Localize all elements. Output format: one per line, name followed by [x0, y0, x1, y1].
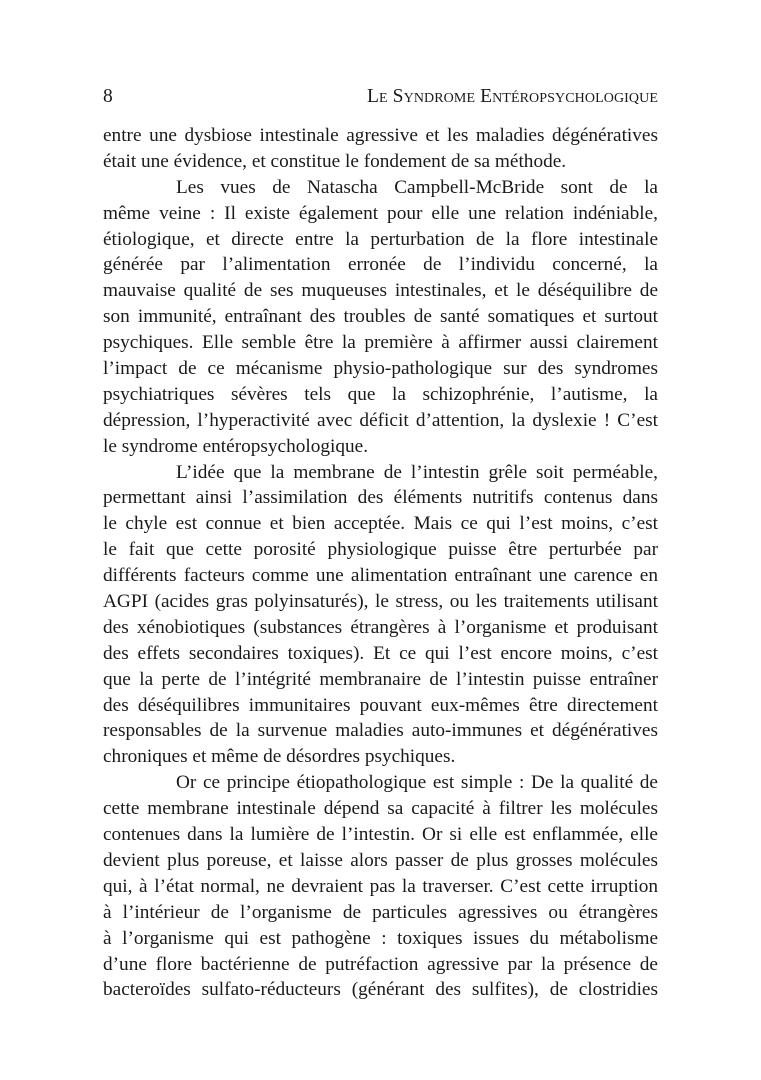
text-line: L’idée que la membrane de l’intestin grêle soit perméable,	[176, 461, 658, 483]
text-line: dépression, l’hyperactivité avec déficit d’attention, la dyslexie ! C’est	[103, 409, 658, 431]
text-line: des déséquilibres immunitaires pouvant eux-mêmes être directement	[103, 694, 658, 716]
text-line: le fait que cette porosité physiologique puisse être perturbée par	[103, 539, 658, 561]
text-line: à l’intérieur de l’organisme de particules agressives ou étrangères	[103, 901, 658, 923]
text-line: même veine : Il existe également pour elle une relation indéniable,	[103, 202, 658, 224]
text-line: des effets secondaires toxiques). Et ce qui l’est encore moins, c’est	[103, 642, 658, 664]
text-line: chroniques et même de désordres psychiques.	[103, 746, 456, 768]
page-number: 8	[103, 86, 113, 107]
text-line: psychiques. Elle semble être la première à affirmer aussi clairement	[103, 332, 658, 354]
text-line: étiologique, et directe entre la perturbation de la flore intestinale	[103, 228, 658, 250]
page-header	[103, 84, 658, 110]
text-line: psychiatriques sévères tels que la schizophrénie, l’autisme, la	[103, 383, 658, 405]
paragraph	[103, 123, 658, 175]
paragraph	[103, 460, 658, 771]
text-line: son immunité, entraînant des troubles de santé somatiques et surtout	[103, 306, 658, 328]
text-line: que la perte de l’intégrité membranaire de l’intestin puisse entraîner	[103, 668, 658, 690]
text-line: devient plus poreuse, et laisse alors passer de plus grosses molécules	[103, 849, 658, 871]
text-line: générée par l’alimentation erronée de l’individu concerné, la	[103, 254, 658, 276]
text-line: bacteroïdes sulfato-réducteurs (générant des sulfites), de clostridies	[103, 979, 658, 1001]
text-line: le chyle est connue et bien acceptée. Mais ce qui l’est moins, c’est	[103, 513, 658, 535]
text-line: l’impact de ce mécanisme physio-pathologique sur des syndromes	[103, 358, 658, 380]
body-text	[103, 123, 658, 1003]
text-line: qui, à l’état normal, ne devraient pas la traverser. C’est cette irruption	[103, 875, 658, 897]
paragraph	[103, 770, 658, 1003]
paragraph	[103, 175, 658, 460]
text-line: Or ce principe étiopathologique est simple : De la qualité de	[176, 772, 658, 794]
running-title: Le Syndrome Entéropsychologique	[367, 86, 658, 107]
text-line: Les vues de Natascha Campbell-McBride sont de la	[176, 176, 658, 198]
text-line: mauvaise qualité de ses muqueuses intestinales, et le déséquilibre de	[103, 280, 658, 302]
text-line: responsables de la survenue maladies auto-immunes et dégénératives	[103, 720, 658, 742]
text-line: le syndrome entéropsychologique.	[103, 435, 369, 457]
text-line: contenues dans la lumière de l’intestin. Or si elle est enflammée, elle	[103, 824, 658, 846]
text-line: cette membrane intestinale dépend sa capacité à filtrer les molécules	[103, 798, 658, 820]
text-line: permettant ainsi l’assimilation des éléments nutritifs contenus dans	[103, 487, 658, 509]
text-line: différents facteurs comme une alimentation entraînant une carence en	[103, 565, 658, 587]
text-line: était une évidence, et constitue le fondement de sa méthode.	[103, 150, 567, 172]
text-line: entre une dysbiose intestinale agressive et les maladies dégénératives	[103, 125, 658, 146]
text-line: à l’organisme qui est pathogène : toxiques issues du métabolisme	[103, 927, 658, 949]
text-line: d’une flore bactérienne de putréfaction agressive par la présence de	[103, 953, 658, 975]
text-line: des xénobiotiques (substances étrangères à l’organisme et produisant	[103, 616, 658, 638]
text-line: AGPI (acides gras polyinsaturés), le stress, ou les traitements utilisant	[103, 591, 658, 613]
